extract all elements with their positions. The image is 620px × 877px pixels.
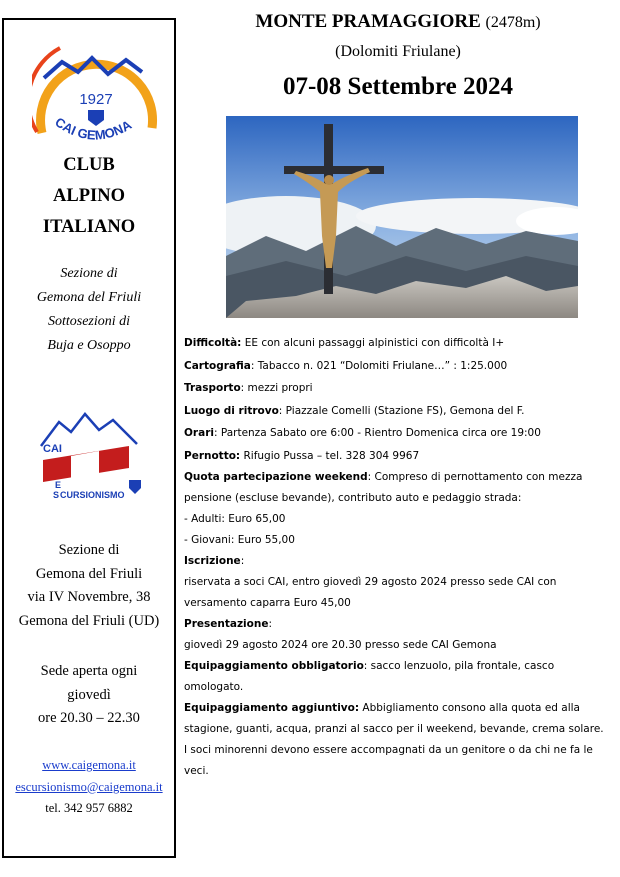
mountain-name: MONTE PRAMAGGIORE (255, 11, 481, 32)
contacts (4, 755, 174, 820)
summit-cross-photo (226, 116, 578, 318)
svg-text:S: S (53, 490, 60, 500)
quota-adulti: - Adulti: Euro 65,00 (184, 513, 286, 525)
section-info: Sezione di Gemona del Friuli Sottosezioni di Buja e Osoppo (36, 266, 142, 353)
equip-aggiuntivo: Equipaggiamento aggiuntivo: Abbigliamento consono alla quota ed alla stagione, guanti, acqua, pranzi al sacco per il weekend, bevande, crema solare. (184, 702, 604, 735)
equip-obbligatorio: Equipaggiamento obbligatorio: sacco lenzuolo, pila frontale, casco omologato. (184, 660, 555, 693)
svg-text:CAI: CAI (43, 443, 62, 455)
svg-text:CURSIONISMO: CURSIONISMO (60, 490, 125, 500)
escursionismo-logo (33, 408, 145, 506)
altitude: (2478m) (485, 14, 541, 31)
logo-name: CAI GEMONA (52, 114, 135, 143)
cai-gemona-logo (32, 28, 160, 156)
detail-quota: Quota partecipazione weekend: Compreso di pernottamento con mezza pensione (escluse bevande), contributo auto e pedaggio strada: (184, 471, 583, 504)
iscrizione-heading: Iscrizione: (184, 555, 245, 567)
trip-details (184, 332, 604, 782)
phone: tel. 342 957 6882 (45, 801, 133, 815)
detail-orari: Orari: Partenza Sabato ore 6:00 - Rientro Domenica circa ore 19:00 (184, 427, 541, 439)
detail-ritrovo: Luogo di ritrovo: Piazzale Comelli (Stazione FS), Gemona del F. (184, 404, 525, 417)
quota-giovani: - Giovani: Euro 55,00 (184, 534, 295, 546)
opening-hours: Sede aperta ogni giovedì ore 20.30 – 22.30 (38, 663, 140, 726)
detail-pernotto: Pernotto: Rifugio Pussa – tel. 328 304 9967 (184, 449, 420, 462)
sidebar (2, 18, 176, 858)
region: (Dolomiti Friulane) (335, 43, 461, 60)
club-name: CLUB ALPINO ITALIANO (42, 155, 136, 237)
event-dates: 07-08 Settembre 2024 (282, 73, 514, 100)
svg-text:E: E (55, 480, 62, 490)
logo-year: 1927 (79, 91, 113, 108)
presentazione-heading: Presentazione: (184, 618, 273, 630)
iscrizione-text: riservata a soci CAI, entro giovedì 29 agosto 2024 presso sede CAI con versamento caparra Euro 45,00 (184, 576, 557, 609)
page-title (176, 10, 620, 35)
email-link[interactable]: escursionismo@caigemona.it (15, 779, 163, 794)
minors-note: I soci minorenni devono essere accompagnati da un genitore o da chi ne fa le veci. (184, 744, 593, 777)
address: Sezione di Gemona del Friuli via IV Novembre, 38 Gemona del Friuli (UD) (18, 542, 160, 629)
website-link[interactable]: www.caigemona.it (42, 758, 136, 772)
detail-difficolta: Difficoltà: EE con alcuni passaggi alpinistici con difficoltà I+ (184, 337, 505, 349)
presentazione-text: giovedì 29 agosto 2024 ore 20.30 presso sede CAI Gemona (184, 639, 497, 651)
detail-cartografia: Cartografia: Tabacco n. 021 “Dolomiti Friulane…” : 1:25.000 (184, 359, 508, 372)
detail-trasporto: Trasporto: mezzi propri (184, 382, 313, 394)
